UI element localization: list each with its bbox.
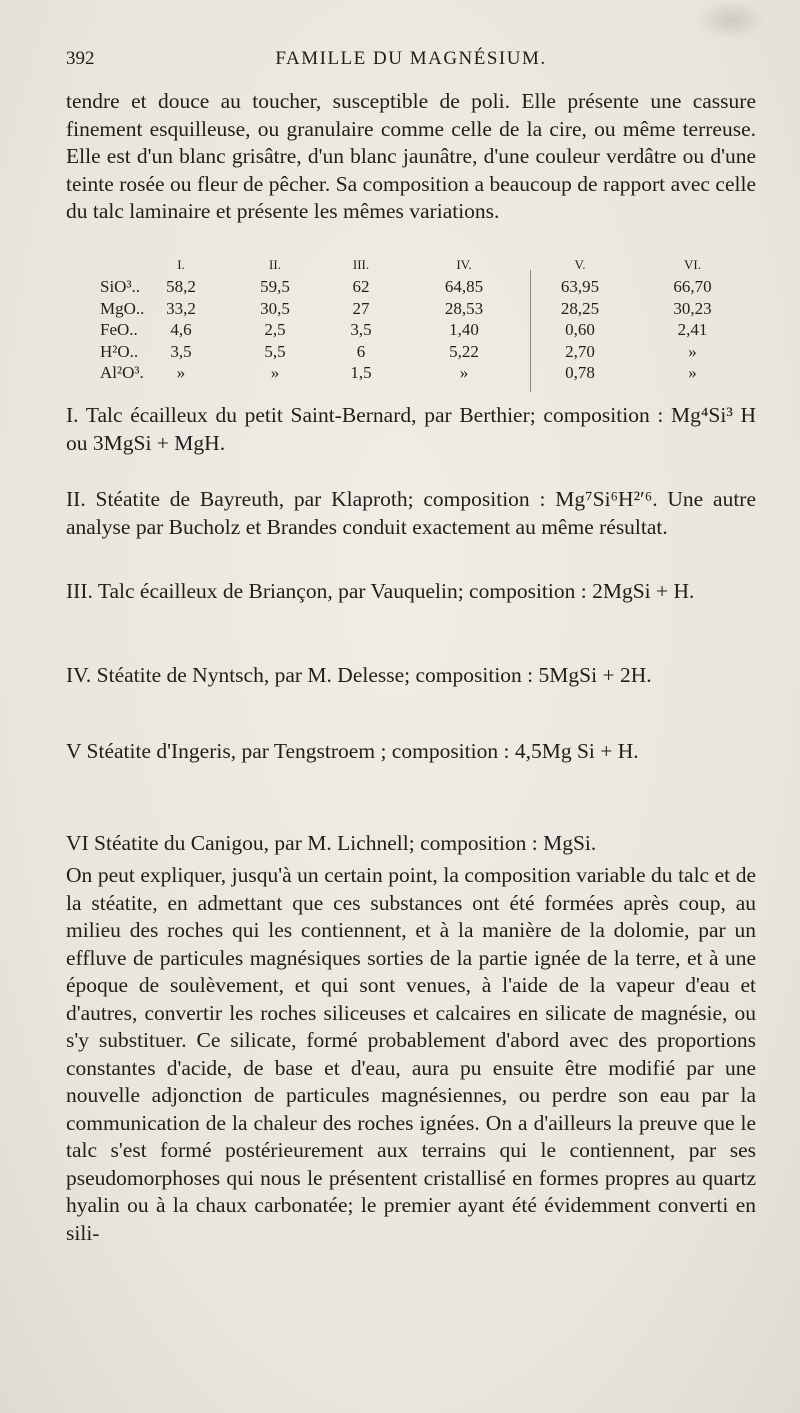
column-header: V.: [574, 257, 586, 272]
column-header: III.: [352, 257, 370, 272]
page-stain: [696, 0, 766, 40]
table-row: [100, 363, 725, 385]
table-cell: 62: [352, 277, 370, 296]
row-label: SiO³..: [100, 277, 141, 296]
row-label: FeO..: [100, 320, 138, 339]
table-cell: 64,85: [444, 277, 484, 296]
row-label: H²O..: [100, 341, 139, 361]
note-2: II. Stéatite de Bayreuth, par Klaproth; composition : Mg⁷Si⁶H²′⁶. Une autre analyse par Bucholz et Brandes conduit exactement au même résultat.: [66, 487, 756, 539]
table-row: [100, 277, 725, 299]
table-cell: 33,2: [166, 298, 196, 318]
page-number: 392: [66, 48, 95, 69]
table-row: [100, 320, 725, 342]
table-cell: 30,5: [260, 298, 290, 318]
table-cell: 5,22: [449, 341, 479, 361]
table-cell: 3,5: [170, 341, 192, 361]
note-5: V Stéatite d'Ingeris, par Tengstroem ; composition : 4,5Mg Si + H.: [66, 739, 639, 763]
body-paragraph: On peut expliquer, jusqu'à un certain point, la composition variable du talc et de la stéatite, en admettant que ces substances ont été formées après coup, au milieu des roches qui les contiennent, et à la manière de la dolomie, par un effluve de particules magnésiques sorties de la partie ignée de la terre, et à une époque de soulèvement, et qui sont venues, à l'aide de la vapeur d'eau et d'autres, convertir les roches siliceuses et calcaires en silicate de magnésie, ou s'y substituer. Ce silicate, formé probablement d'abord avec des proportions constantes d'acide, de base et d'eau, aura pu ensuite être modifié par une nouvelle adjonction de particules magnésiennes, ou perdre son eau par la communication de la chaleur des roches ignées. On a d'ailleurs la preuve que le talc s'est formé postérieurement aux terrains qui le contiennent, par ses pseudomorphoses qui nous le présentent cristallisé en formes propres au quartz hyalin ou à la chaux carbonatée; le premier ayant été évidemment converti en sili-: [66, 863, 756, 1245]
note-3: III. Talc écailleux de Briançon, par Vauquelin; composition : 2MgSi + H.: [66, 579, 695, 603]
note-6: VI Stéatite du Canigou, par M. Lichnell; composition : MgSi.: [66, 831, 597, 855]
note-4: IV. Stéatite de Nyntsch, par M. Delesse; composition : 5MgSi + 2H.: [66, 663, 652, 687]
table-cell: 63,95: [560, 277, 600, 296]
table-cell: 4,6: [170, 320, 192, 339]
analysis-table: [100, 257, 725, 385]
table-cell: 1,5: [350, 363, 372, 382]
table-cell: 1,40: [449, 320, 479, 339]
table-column-divider: [530, 270, 531, 392]
table-cell: 66,70: [673, 277, 712, 296]
table-cell: 30,23: [673, 298, 712, 318]
table-cell: »: [688, 341, 697, 361]
table-cell: »: [688, 363, 697, 382]
table-cell: 2,70: [565, 341, 595, 361]
page-header: [66, 48, 756, 78]
table-cell: 28,25: [560, 298, 600, 318]
table-cell: 58,2: [166, 277, 196, 296]
table-row: [100, 299, 725, 321]
column-header: II.: [269, 257, 281, 272]
table-cell: 0,78: [565, 363, 595, 382]
table-cell: 3,5: [350, 320, 372, 339]
column-header: VI.: [684, 257, 701, 272]
row-label: MgO..: [100, 298, 145, 318]
table-cell: »: [176, 363, 186, 382]
table-cell: 6: [356, 341, 366, 361]
table-header-row: [100, 257, 725, 277]
column-header: I.: [177, 257, 185, 272]
table-cell: 5,5: [264, 341, 286, 361]
table-cell: 0,60: [565, 320, 595, 339]
running-title: FAMILLE DU MAGNÉSIUM.: [275, 48, 547, 69]
table-cell: 28,53: [444, 298, 484, 318]
table-cell: 2,41: [677, 320, 708, 339]
table-cell: »: [270, 363, 280, 382]
table-row: [100, 342, 725, 364]
note-1: I. Talc écailleux du petit Saint-Bernard, par Berthier; composition : Mg⁴Si³ H ou 3MgSi + MgH.: [66, 403, 756, 455]
table-cell: 27: [352, 298, 370, 318]
table-cell: 2,5: [264, 320, 286, 339]
table-cell: »: [459, 363, 469, 382]
row-label: Al²O³.: [100, 363, 144, 382]
column-header: IV.: [456, 257, 472, 272]
intro-paragraph: tendre et douce au toucher, susceptible de poli. Elle présente une cassure finement esquilleuse, ou granulaire comme celle de la cire, ou même terreuse. Elle est d'un blanc grisâtre, d'un blanc jaunâtre, d'une couleur verdâtre ou d'une teinte rosée ou fleur de pêcher. Sa composition a beaucoup de rapport avec celle du talc laminaire et présente les mêmes variations.: [66, 89, 756, 223]
table-cell: 59,5: [260, 277, 290, 296]
